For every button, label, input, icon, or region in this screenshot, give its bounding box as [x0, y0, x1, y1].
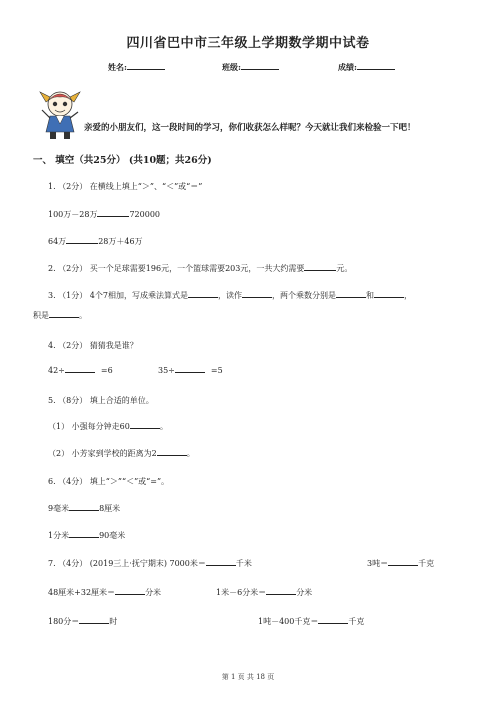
q7-item-a: 48厘米+32厘米＝ 分米: [48, 588, 162, 597]
question-6: 6. （4分） 填上“＞”“＜”或“=”。: [48, 477, 170, 486]
q1-blank-1[interactable]: [97, 216, 129, 217]
q2-blank[interactable]: [304, 270, 336, 271]
question-4: 4. （2分） 猜猜我是谁？: [48, 341, 138, 350]
q5-blank-2[interactable]: [157, 455, 187, 456]
q4-blank-2[interactable]: [175, 372, 205, 373]
q4-item-2: 35÷ =5: [158, 366, 223, 375]
q6-item-1: 9毫米 8厘米: [48, 504, 121, 513]
q7-blank-3[interactable]: [115, 594, 145, 595]
q3-blank-2[interactable]: [242, 297, 272, 298]
q7-item-c: 180分＝ 时: [48, 617, 118, 626]
score-blank[interactable]: [357, 69, 395, 70]
question-3: 3. （1分） 4个7相加，写成乘法算式是 ，读作 ，两个乘数分别是 和 ，: [48, 291, 412, 300]
q7-blank-5[interactable]: [79, 623, 109, 624]
q3-blank-1[interactable]: [188, 297, 218, 298]
name-field: [108, 62, 165, 73]
name-blank[interactable]: [127, 69, 165, 70]
class-field: [222, 62, 279, 73]
mascot-illustration-icon: [36, 88, 84, 140]
page-footer: 第 1 页 共 18 页: [221, 673, 275, 681]
page-title: 四川省巴中市三年级上学期数学期中试卷: [126, 36, 370, 51]
q3-blank-4[interactable]: [374, 297, 404, 298]
q6-blank-2[interactable]: [69, 537, 99, 538]
q1-item-2: 64万 28万＋46万: [48, 237, 143, 246]
q7-blank-2[interactable]: [388, 565, 418, 566]
q4-item-1: 42÷ =6: [48, 366, 113, 375]
q7-item-r: 3吨＝ 千克: [367, 559, 435, 568]
q6-item-2: 1分米 90毫米: [48, 531, 126, 540]
q1-item-1: 100万－28万 720000: [48, 210, 160, 219]
question-7: 7. （4分） (2019三上·抚宁期末) 7000米＝ 千米: [48, 559, 252, 568]
name-label: 姓名:: [108, 62, 127, 72]
q7-blank-4[interactable]: [266, 594, 296, 595]
q7-item-b: 1米－6分米＝ 分米: [216, 588, 313, 597]
q5-blank-1[interactable]: [130, 428, 160, 429]
q5-sub-2: （2） 小芳家到学校的距离为2 。: [48, 449, 195, 458]
question-1: 1. （2分） 在横线上填上“＞”、“＜”或“＝”: [48, 182, 203, 191]
q7-item-d: 1吨－400千克＝ 千克: [258, 617, 365, 626]
q1-blank-2[interactable]: [66, 243, 98, 244]
score-label: 成绩:: [338, 62, 357, 72]
class-blank[interactable]: [241, 69, 279, 70]
section-1-heading: 一、 填空（共25分） (共10题；共26分): [33, 155, 212, 166]
score-field: [338, 62, 395, 73]
q4-blank-1[interactable]: [65, 372, 95, 373]
question-5: 5. （8分） 填上合适的单位。: [48, 396, 154, 405]
q5-sub-1: （1） 小强每分钟走60 。: [48, 422, 168, 431]
q6-blank-1[interactable]: [69, 510, 99, 511]
question-3-line-2: 积是 。: [33, 311, 87, 320]
q3-blank-5[interactable]: [49, 317, 79, 318]
class-label: 班级:: [222, 62, 241, 72]
question-2: 2. （2分） 买一个足球需要196元，一个篮球需要203元，一共大约需要 元。: [48, 264, 353, 273]
q7-blank-6[interactable]: [318, 623, 348, 624]
q7-blank-1[interactable]: [206, 565, 236, 566]
intro-text: 亲爱的小朋友们，这一段时间的学习，你们收获怎么样呢？今天就让我们来检验一下吧！: [84, 123, 416, 133]
q3-blank-3[interactable]: [336, 297, 366, 298]
